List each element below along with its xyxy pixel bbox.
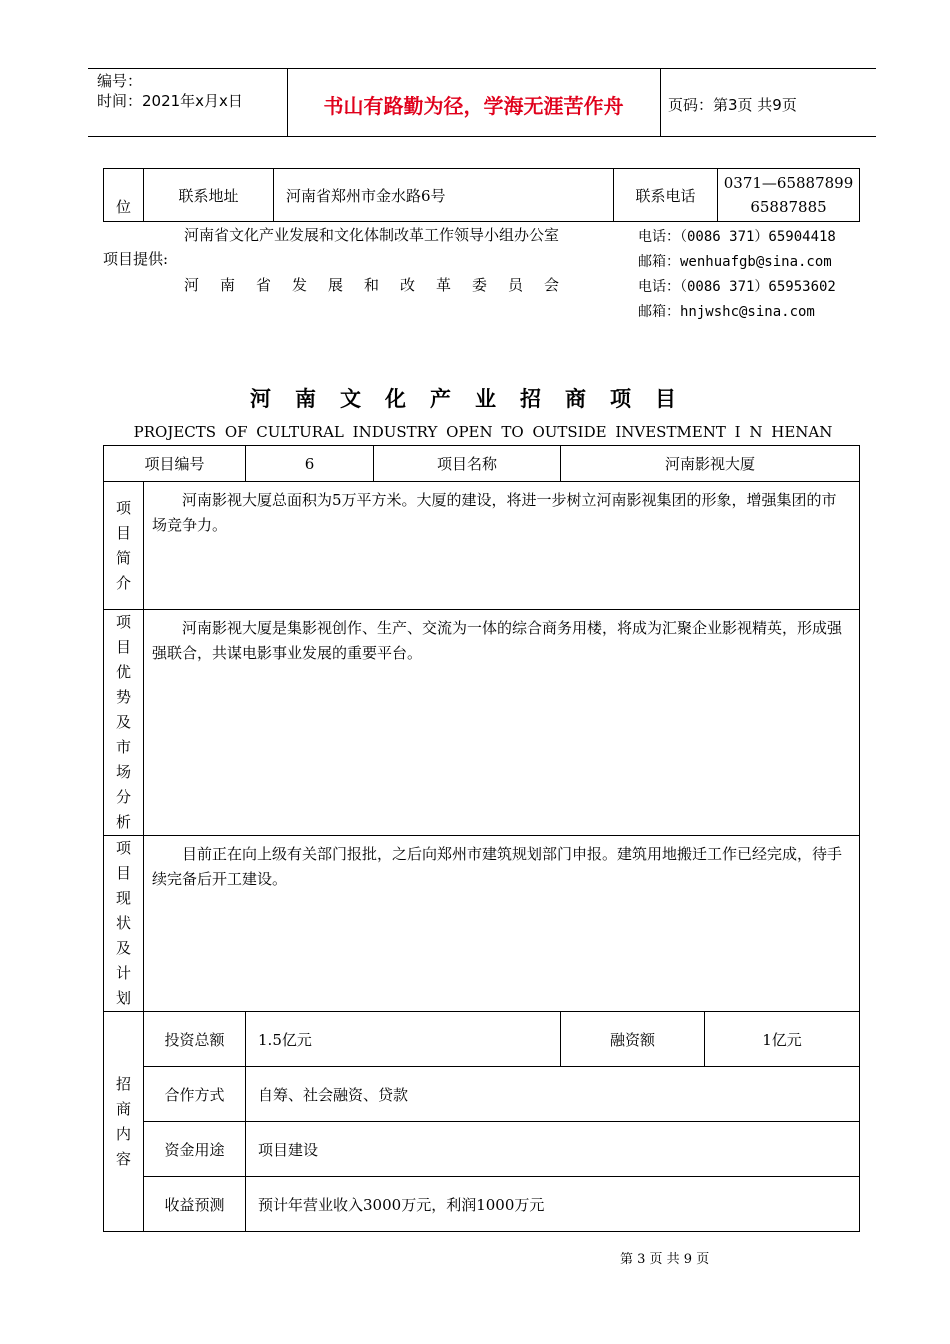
header-top-rule	[88, 68, 876, 69]
header-bottom-rule	[88, 136, 876, 137]
financing-label: 融资额	[561, 1012, 705, 1067]
unit-cell: 位	[104, 169, 144, 222]
page-footer: 第 3 页 共 9 页	[620, 1252, 710, 1267]
address-label: 联系地址	[144, 169, 274, 222]
phone-label: 联系电话	[614, 169, 718, 222]
advantage-label-text: 项目优势及市场分析	[116, 613, 132, 831]
phone-values	[718, 169, 860, 222]
provider-org-2: 河南省发展和改革委员会	[184, 276, 581, 294]
provider-phone-1: 电话：（0086 371）65904418	[638, 229, 836, 245]
advantage-text: 河南影视大厦是集影视创作、生产、交流为一体的综合商务用楼，将成为汇聚企业影视精英，形成强强联合，共谋电影事业发展的重要平台。	[144, 610, 860, 836]
coop-label: 合作方式	[144, 1067, 246, 1122]
invest-section-label-text: 招商内容	[116, 1074, 132, 1168]
intro-label-text: 项目简介	[116, 498, 132, 592]
header-page-label: 页码：第3页 共9页	[668, 96, 797, 114]
invest-section-label	[104, 1012, 144, 1232]
project-number-label: 项目编号	[104, 446, 246, 482]
total-invest-label: 投资总额	[144, 1012, 246, 1067]
project-name-label: 项目名称	[374, 446, 561, 482]
status-text: 目前正在向上级有关部门报批，之后向郑州市建筑规划部门申报。建筑用地搬迁工作已经完成，待手续完备后开工建设。	[144, 836, 860, 1012]
project-number-value: 6	[246, 446, 374, 482]
page-subtitle: PROJECTS OF CULTURAL INDUSTRY OPEN TO OUTSIDE INVESTMENT I N HENAN	[133, 423, 833, 441]
status-label-text: 项目现状及计划	[116, 839, 132, 1007]
provider-email-2: 邮箱：hnjwshc@sina.com	[638, 304, 815, 320]
use-label: 资金用途	[144, 1122, 246, 1177]
project-table	[103, 445, 860, 1232]
header-divider	[660, 68, 661, 136]
revenue-value: 预计年营业收入3000万元，利润1000万元	[246, 1177, 860, 1232]
doc-number-label: 编号：	[97, 72, 143, 90]
revenue-label: 收益预测	[144, 1177, 246, 1232]
status-label	[104, 836, 144, 1012]
header-slogan: 书山有路勤为径，学海无涯苦作舟	[323, 94, 624, 118]
phone-value-1: 0371—65887899	[723, 174, 854, 192]
page-title: 河南文化产业招商项目	[250, 387, 700, 411]
total-invest-value: 1.5亿元	[246, 1012, 561, 1067]
advantage-label	[104, 610, 144, 836]
financing-value: 1亿元	[705, 1012, 860, 1067]
provider-label: 项目提供:	[103, 250, 169, 268]
intro-label	[104, 482, 144, 610]
coop-value: 自筹、社会融资、贷款	[246, 1067, 860, 1122]
provider-phone-2: 电话：（0086 371）65953602	[638, 279, 836, 295]
intro-text: 河南影视大厦总面积为5万平方米。大厦的建设，将进一步树立河南影视集团的形象，增强集团的市场竞争力。	[144, 482, 860, 610]
project-name-value: 河南影视大厦	[561, 446, 860, 482]
provider-email-1: 邮箱：wenhuafgb@sina.com	[638, 254, 832, 270]
use-value: 项目建设	[246, 1122, 860, 1177]
address-value: 河南省郑州市金水路6号	[274, 169, 614, 222]
provider-org-1: 河南省文化产业发展和文化体制改革工作领导小组办公室	[184, 226, 560, 244]
phone-value-2: 65887885	[750, 198, 827, 216]
contact-table	[103, 168, 860, 222]
doc-time-label: 时间：2021年x月x日	[97, 92, 243, 110]
